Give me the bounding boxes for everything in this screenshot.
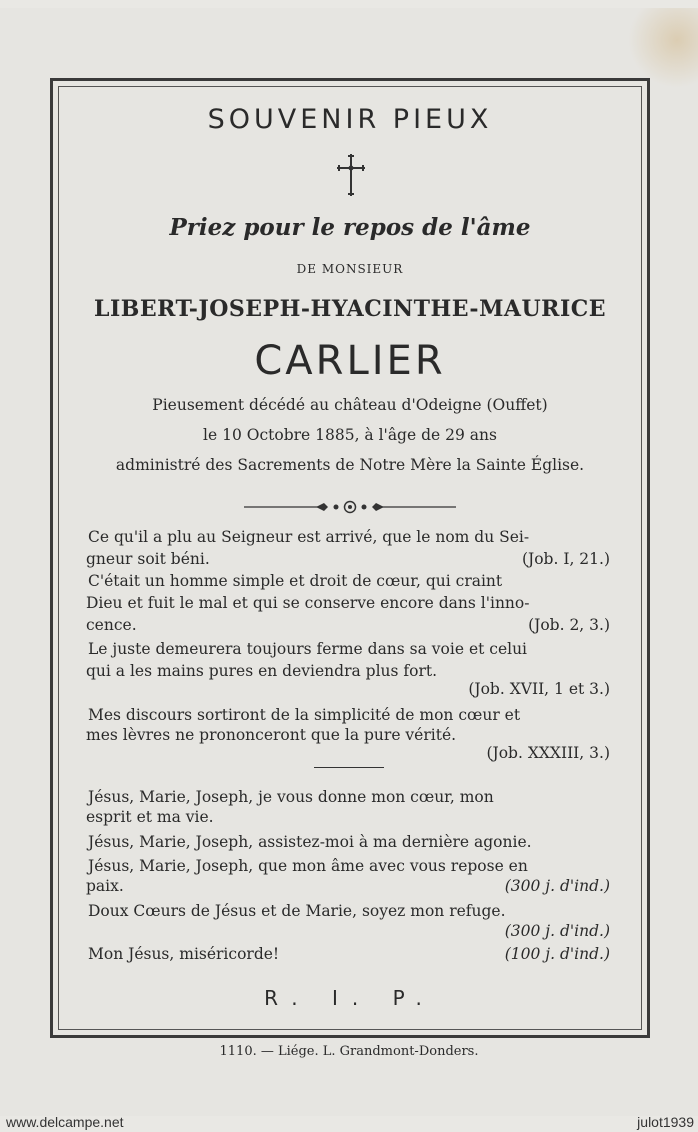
verse-line: mes lèvres ne prononceront que la pure vérité. <box>86 726 457 744</box>
rip-text: R. I. P. <box>264 986 436 1010</box>
watermark-right: julot1939 <box>637 1114 694 1130</box>
cross-icon <box>334 152 368 198</box>
section-divider <box>314 767 384 768</box>
paper-stain <box>628 8 698 88</box>
verse-line: cence. <box>86 616 137 634</box>
verse-line: Dieu et fuit le mal et qui se conserve encore dans l'inno- <box>86 594 530 612</box>
prayer-line: Mon Jésus, miséricorde! <box>88 945 280 963</box>
printer-credit: 1110. — Liége. L. Grandmont-Donders. <box>219 1044 479 1059</box>
verse-line: C'était un homme simple et droit de cœur, qui craint <box>88 572 503 590</box>
prayer-line: Jésus, Marie, Joseph, assistez-moi à ma dernière agonie. <box>88 833 532 851</box>
verse-line: Ce qu'il a plu au Seigneur est arrivé, que le nom du Sei- <box>88 528 530 546</box>
indulgence-note: (300 j. d'ind.) <box>504 877 610 895</box>
surname: CARLIER <box>254 338 446 384</box>
verse-reference: (Job. XVII, 1 et 3.) <box>468 680 610 698</box>
indulgence-note: (100 j. d'ind.) <box>504 945 610 963</box>
verse-reference: (Job. I, 21.) <box>521 550 610 568</box>
sacraments-line: administré des Sacrements de Notre Mère la Sainte Église. <box>115 456 585 474</box>
prayer-line: Jésus, Marie, Joseph, je vous donne mon cœur, mon <box>88 788 494 806</box>
verse-reference: (Job. 2, 3.) <box>528 616 610 634</box>
prayer-invocation: Priez pour le repos de l'âme <box>169 214 531 241</box>
ornament-divider <box>244 498 456 516</box>
watermark-left: www.delcampe.net <box>6 1114 124 1130</box>
prayer-line: esprit et ma vie. <box>86 808 214 826</box>
prayer-line: paix. <box>86 877 124 895</box>
verse-line: gneur soit béni. <box>86 550 210 568</box>
verse-reference: (Job. XXXIII, 3.) <box>486 744 610 762</box>
death-place: Pieusement décédé au château d'Odeigne (Ouffet) <box>152 396 548 414</box>
verse-line: Mes discours sortiront de la simplicité de mon cœur et <box>88 706 521 724</box>
verse-line: qui a les mains pures en deviendra plus fort. <box>86 662 438 680</box>
prayer-line: Jésus, Marie, Joseph, que mon âme avec vous repose en <box>88 857 528 875</box>
honorific: DE MONSIEUR <box>296 262 404 276</box>
card-heading: SOUVENIR PIEUX <box>207 104 493 135</box>
indulgence-note: (300 j. d'ind.) <box>504 922 610 940</box>
verse-line: Le juste demeurera toujours ferme dans sa voie et celui <box>88 640 528 658</box>
prayer-line: Doux Cœurs de Jésus et de Marie, soyez mon refuge. <box>88 902 506 920</box>
death-date: le 10 Octobre 1885, à l'âge de 29 ans <box>203 426 497 444</box>
given-names: LIBERT-JOSEPH-HYACINTHE-MAURICE <box>93 296 607 322</box>
